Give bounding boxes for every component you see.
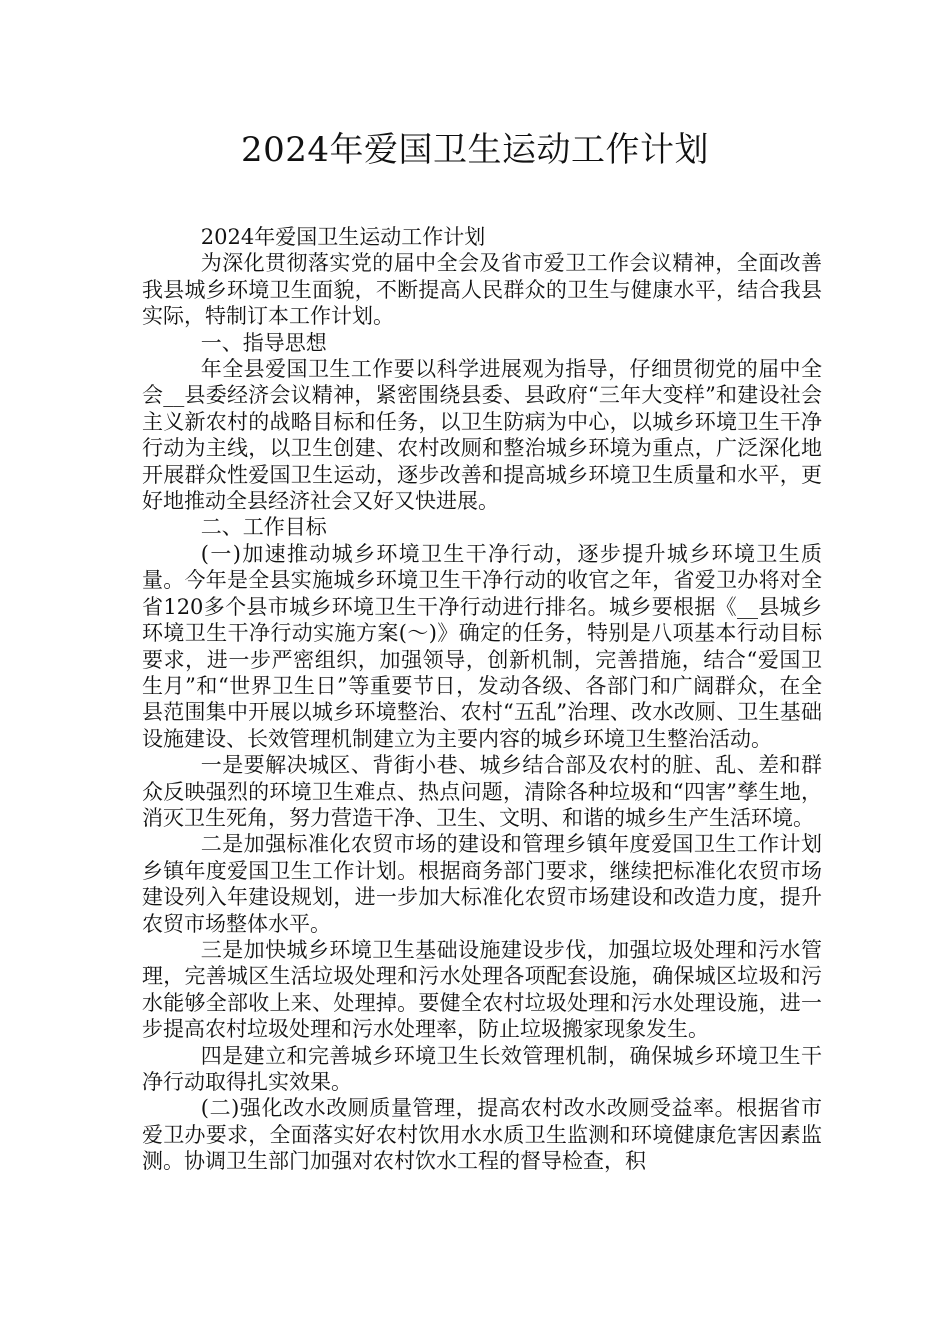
- document-title: 2024年爱国卫生运动工作计划: [240, 130, 710, 170]
- section-heading-work-goals: 二、工作目标: [200, 515, 327, 540]
- paragraph-goal-1: (一)加速推动城乡环境卫生干净行动，逐步提升城乡环境卫生质量。今年是全县实施城乡环境卫生干净行动的收官之年，省爱卫办将对全省120多个县市城乡环境卫生干净行动进行排名。城乡要根据《__县城乡环境卫生干净行动实施方案(～)》确定的任务，特别是八项基本行动目标要求，进一步严密组织，加强领导，创新机制，完善措施，结合“爱国卫生月”和“世界卫生日”等重要节日，发动各级、各部门和广阔群众，在全县范围集中开展以城乡环境整治、农村“五乱”治理、改水改厕、卫生基础设施建设、长效管理机制建立为主要内容的城乡环境卫生整治活动。: [142, 541, 822, 751]
- paragraph-point-1: 一是要解决城区、背街小巷、城乡结合部及农村的脏、乱、差和群众反映强烈的环境卫生难点、热点问题，清除各种垃圾和“四害”孳生地，消灭卫生死角，努力营造干净、卫生、文明、和谐的城乡生产生活环境。: [142, 753, 822, 830]
- paragraph-intro: 为深化贯彻落实党的届中全会及省市爱卫工作会议精神，全面改善我县城乡环境卫生面貌，不断提高人民群众的卫生与健康水平，结合我县实际，特制订本工作计划。: [142, 251, 822, 329]
- paragraph-goal-2: (二)强化改水改厕质量管理，提高农村改水改厕受益率。根据省市爱卫办要求，全面落实好农村饮用水水质卫生监测和环境健康危害因素监测。协调卫生部门加强对农村饮水工程的督导检查，积: [142, 1096, 822, 1174]
- paragraph-guiding-ideology: 年全县爱国卫生工作要以科学进展观为指导，仔细贯彻党的届中全会__县委经济会议精神，紧密围绕县委、县政府“三年大变样”和建设社会主义新农村的战略目标和任务，以卫生防病为中心，以城乡环境卫生干净行动为主线，以卫生创建、农村改厕和整治城乡环境为重点，广泛深化地开展群众性爱国卫生运动，逐步改善和提高城乡环境卫生质量和水平，更好地推动全县经济社会又好又快进展。: [142, 357, 822, 514]
- section-heading-guiding-ideology: 一、指导思想: [200, 330, 327, 355]
- paragraph-point-4: 四是建立和完善城乡环境卫生长效管理机制，确保城乡环境卫生干净行动取得扎实效果。: [142, 1043, 822, 1094]
- paragraph-point-3: 三是加快城乡环境卫生基础设施建设步伐，加强垃圾处理和污水管理，完善城区生活垃圾处理和污水处理各项配套设施，确保城区垃圾和污水能够全部收上来、处理掉。要健全农村垃圾处理和污水处理设施，进一步提高农村垃圾处理和污水处理率，防止垃圾搬家现象发生。: [142, 937, 822, 1042]
- paragraph-point-2: 二是加强标准化农贸市场的建设和管理乡镇年度爱国卫生工作计划乡镇年度爱国卫生工作计划。根据商务部门要求，继续把标准化农贸市场建设列入年建设规划，进一步加大标准化农贸市场建设和改造力度，提升农贸市场整体水平。: [142, 832, 822, 936]
- document-body: [142, 224, 822, 1175]
- paragraph-subtitle: 2024年爱国卫生运动工作计划: [200, 225, 486, 249]
